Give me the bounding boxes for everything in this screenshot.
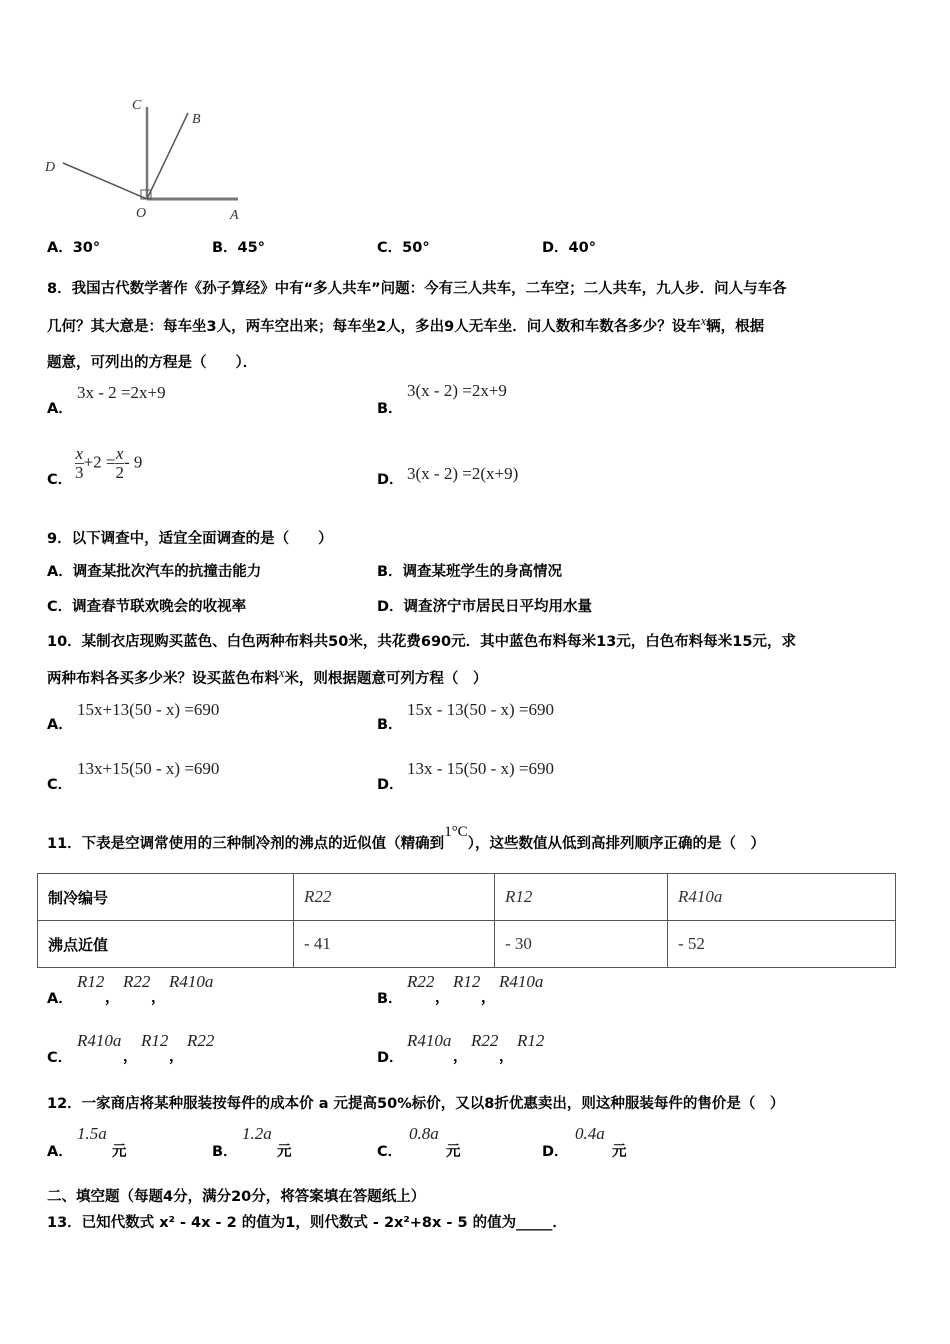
q10-text-line2 [47,666,487,688]
q11-text-pre: 11．下表是空调常使用的三种制冷剂的沸点的近似值（精确到 [47,835,445,852]
q8-variable: x [700,314,707,328]
q8-text-line2a: 几何？其大意是：每车坐3人，两车空出来；每车坐2人，多出9人无车坐．问人数和车数各多少？设车 [47,318,701,335]
q8-c-num1: x [75,444,84,463]
table-cell: - 52 [668,921,896,968]
svg-text:D: D [45,160,56,175]
q8-label-a[interactable]: A． [47,401,73,417]
q8-text-line2b: 辆，根据 [706,318,765,335]
comma: ， [169,1049,184,1065]
q12-label-b[interactable]: B． [212,1144,238,1160]
q12-option-d-value[interactable]: 0.4a [575,1124,605,1143]
q10-variable: x [279,666,285,680]
comma: ， [453,1049,468,1065]
comma: ， [105,990,120,1006]
angle-figure [40,95,250,225]
table-cell: R12 [495,874,668,921]
q8-c-den2: 2 [115,463,124,482]
table-cell: R410a [668,874,896,921]
q10-label-c[interactable]: C． [47,777,73,793]
q12-unit-c: 元 [446,1144,461,1160]
q10-text-line2b: 米，则根据题意可列方程（ ） [284,670,488,687]
q11-option-d-item[interactable]: R22 [471,1031,499,1050]
q11-option-a-item[interactable]: R22 [123,972,151,991]
q8-c-end: - 9 [123,452,143,472]
q12-option-a-value[interactable]: 1.5a [77,1124,107,1143]
table-cell: R22 [294,874,495,921]
table-cell: - 30 [495,921,668,968]
q13-question: 13．已知代数式 x² - 4x - 2 的值为1，则代数式 - 2x²+8x - 5 的值为_____． [47,1215,567,1231]
q11-option-a-item[interactable]: R12 [77,972,105,991]
q11-option-b-item[interactable]: R22 [407,972,435,991]
q11-option-b-item[interactable]: R410a [499,972,544,991]
q11-option-d-item[interactable]: R12 [517,1031,545,1050]
q8-option-a[interactable]: 3x - 2 =2x+9 [77,383,166,402]
q7-option-b[interactable]: B．45° [212,240,265,256]
svg-text:C: C [132,98,142,113]
q8-option-c[interactable] [75,445,142,482]
q12-unit-d: 元 [612,1144,627,1160]
table-row [38,874,896,921]
q7-option-a[interactable]: A．30° [47,240,101,256]
q9-option-d[interactable]: D．调查济宁市居民日平均用水量 [377,599,593,615]
q12-option-b-value[interactable]: 1.2a [242,1124,272,1143]
q10-option-d[interactable]: 13x - 15(50 - x) =690 [407,759,554,778]
q11-option-a-item[interactable]: R410a [169,972,214,991]
q8-label-d[interactable]: D． [377,472,404,488]
q10-label-d[interactable]: D． [377,777,404,793]
q11-label-b[interactable]: B． [377,991,403,1007]
q10-label-b[interactable]: B． [377,717,403,733]
q10-text-line2a: 两种布料各买多少米？设买蓝色布料 [47,670,279,687]
table-row [38,921,896,968]
q11-label-a[interactable]: A． [47,991,73,1007]
q12-label-a[interactable]: A． [47,1144,73,1160]
q11-option-d-item[interactable]: R410a [407,1031,452,1050]
q12-question: 12．一家商店将某种服装按每件的成本价 a 元提高50%标价，又以8折优惠卖出，则这种服装每件的售价是（ ） [47,1096,785,1112]
q8-text-line1: 8．我国古代数学著作《孙子算经》中有“多人共车”问题：今有三人共车，二车空；二人共车，九人步．问人与车各 [47,281,787,297]
q12-label-c[interactable]: C． [377,1144,403,1160]
q10-text-line1: 10．某制衣店现购买蓝色、白色两种布料共50米，共花费690元．其中蓝色布料每米13元，白色布料每米15元，求 [47,634,796,650]
q10-option-b[interactable]: 15x - 13(50 - x) =690 [407,700,554,719]
q7-option-c[interactable]: C．50° [377,240,430,256]
table-cell: 沸点近值 [38,921,294,968]
q8-c-num2: x [115,444,124,463]
q12-option-c-value[interactable]: 0.8a [409,1124,439,1143]
q10-label-a[interactable]: A． [47,717,73,733]
svg-text:B: B [192,112,201,127]
q8-option-b[interactable]: 3(x - 2) =2x+9 [407,381,507,400]
q8-text-line2 [47,314,764,336]
q8-text-line3: 题意，可列出的方程是（ ）． [47,355,258,371]
comma: ， [481,990,496,1006]
q11-question [47,824,765,853]
q9-option-c[interactable]: C．调查春节联欢晚会的收视率 [47,599,247,615]
q12-unit-a: 元 [112,1144,127,1160]
q8-c-mid: +2 = [83,452,116,472]
q11-option-b-item[interactable]: R12 [453,972,481,991]
q11-label-c[interactable]: C． [47,1050,73,1066]
q10-option-c[interactable]: 13x+15(50 - x) =690 [77,759,220,778]
q12-unit-b: 元 [277,1144,292,1160]
q11-option-c-item[interactable]: R12 [141,1031,169,1050]
svg-text:A: A [230,208,239,223]
q11-label-d[interactable]: D． [377,1050,404,1066]
q9-option-a[interactable]: A．调查某批次汽车的抗撞击能力 [47,564,262,580]
comma: ， [499,1049,514,1065]
comma: ， [151,990,166,1006]
q8-c-den1: 3 [75,463,84,482]
table-cell: 制冷编号 [38,874,294,921]
q11-table [37,873,896,968]
comma: ， [435,990,450,1006]
q8-label-c[interactable]: C． [47,472,73,488]
table-cell: - 41 [294,921,495,968]
svg-text:O: O [136,206,147,221]
q8-option-d[interactable]: 3(x - 2) =2(x+9) [407,464,519,483]
q9-option-b[interactable]: B．调查某班学生的身高情况 [377,564,563,580]
q12-label-d[interactable]: D． [542,1144,569,1160]
q11-text-post: ），这些数值从低到高排列顺序正确的是（ ） [467,835,765,852]
q11-option-c-item[interactable]: R22 [187,1031,215,1050]
q7-option-d[interactable]: D．40° [542,240,596,256]
q10-option-a[interactable]: 15x+13(50 - x) =690 [77,700,220,719]
q11-unit: 1°C [444,824,468,840]
q8-label-b[interactable]: B． [377,401,403,417]
q9-question: 9．以下调查中，适宜全面调查的是（ ） [47,531,333,547]
comma: ， [123,1049,138,1065]
q11-option-c-item[interactable]: R410a [77,1031,122,1050]
section-2-heading: 二、填空题（每题4分，满分20分，将答案填在答题纸上） [47,1189,426,1205]
